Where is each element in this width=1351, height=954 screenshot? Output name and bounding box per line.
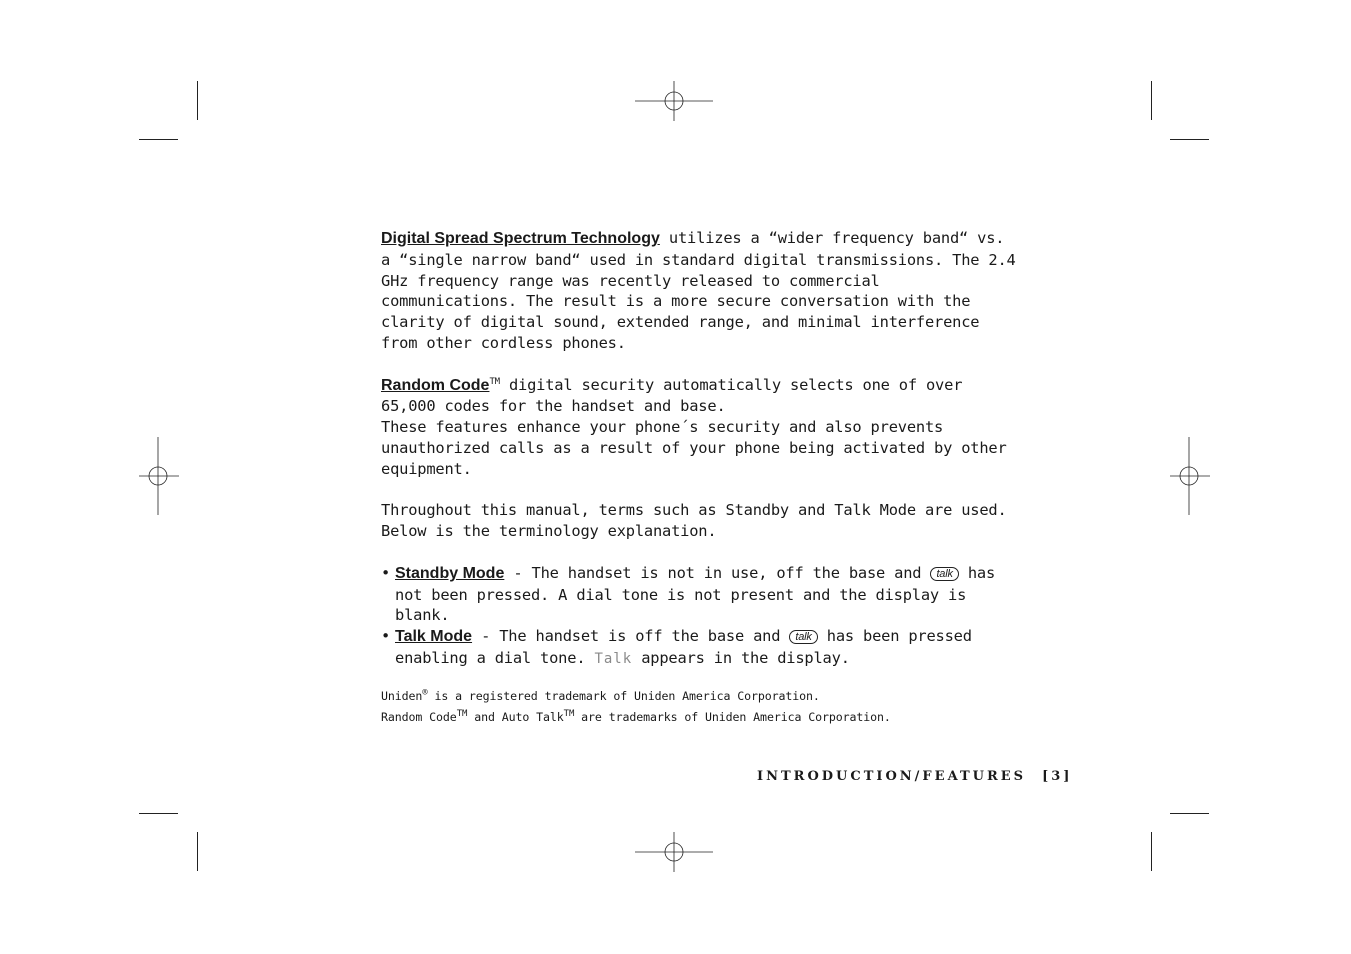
random-code-heading: Random Code [381,376,490,394]
bullet-talk-mode [381,626,1021,670]
talk-text-before: - The handset is off the base and [472,627,790,646]
crop-mark-bottom-right-horizontal [1170,813,1209,814]
page-number: [3] [1042,769,1073,784]
paragraph-terminology: Throughout this manual, terms such as Standby and Talk Mode are used. Below is the terminology explanation. [381,501,1007,541]
crop-mark-bottom-left-horizontal [139,813,178,814]
paragraph-dsst [381,228,1021,354]
crop-mark-top-left-vertical [197,81,198,120]
registration-mark-top [635,81,713,121]
crop-mark-bottom-left-vertical [197,832,198,871]
random-code-body: digital security automatically selects one of over 65,000 codes for the handset and base. [381,375,963,416]
crop-mark-top-left-horizontal [139,139,178,140]
standby-text-before: - The handset is not in use, off the base and [504,563,931,582]
talk-mode-heading: Talk Mode [395,628,473,646]
registration-mark-left [139,437,179,515]
standby-heading: Standby Mode [395,564,505,582]
note-random-code: Random Code™ and Auto Talk™ are trademarks of Uniden America Corporation. [381,708,891,724]
dsst-body: utilizes a “wider frequency band“ vs. a “single narrow band“ used in standard digital transmissions. The 2.4 GHz frequency range was recently released to commercial communications. The result is a more secure conversation with the clarity of digital sound, extended range, and minimal interference from other cordless phones. [381,229,1016,352]
crop-mark-bottom-right-vertical [1151,832,1152,871]
page-footer [757,769,1087,784]
crop-mark-top-right-vertical [1151,81,1152,120]
bullet-icon: • [381,627,391,646]
bullet-standby-mode [381,563,1021,626]
standby-text-after: has not been pressed. A dial tone is not present and the display is blank. [395,563,996,625]
note-uniden: Uniden® is a registered trademark of Uniden America Corporation. [381,687,820,703]
section-title: INTRODUCTION/FEATURES [757,769,1027,784]
crop-mark-top-right-horizontal [1170,139,1209,140]
talk-text-after: appears in the display. [632,648,850,667]
bullet-icon: • [381,563,391,582]
lcd-display-text: Talk [594,650,633,667]
trademark-notes [381,686,1021,728]
dsst-heading: Digital Spread Spectrum Technology [381,230,660,247]
registration-mark-right [1170,437,1210,515]
talk-key-icon: talk [789,630,817,644]
talk-text-middle: has been pressed enabling a dial tone. [395,627,972,667]
paragraph-security: These features enhance your phone´s security and also prevents unauthorized calls as a result of your phone being activated by other equipment. [381,418,1007,478]
talk-key-icon: talk [930,567,958,581]
page-content [381,228,1021,728]
paragraph-random-code [381,375,1021,418]
registration-mark-bottom [635,832,713,872]
trademark-symbol: TM [489,376,500,387]
